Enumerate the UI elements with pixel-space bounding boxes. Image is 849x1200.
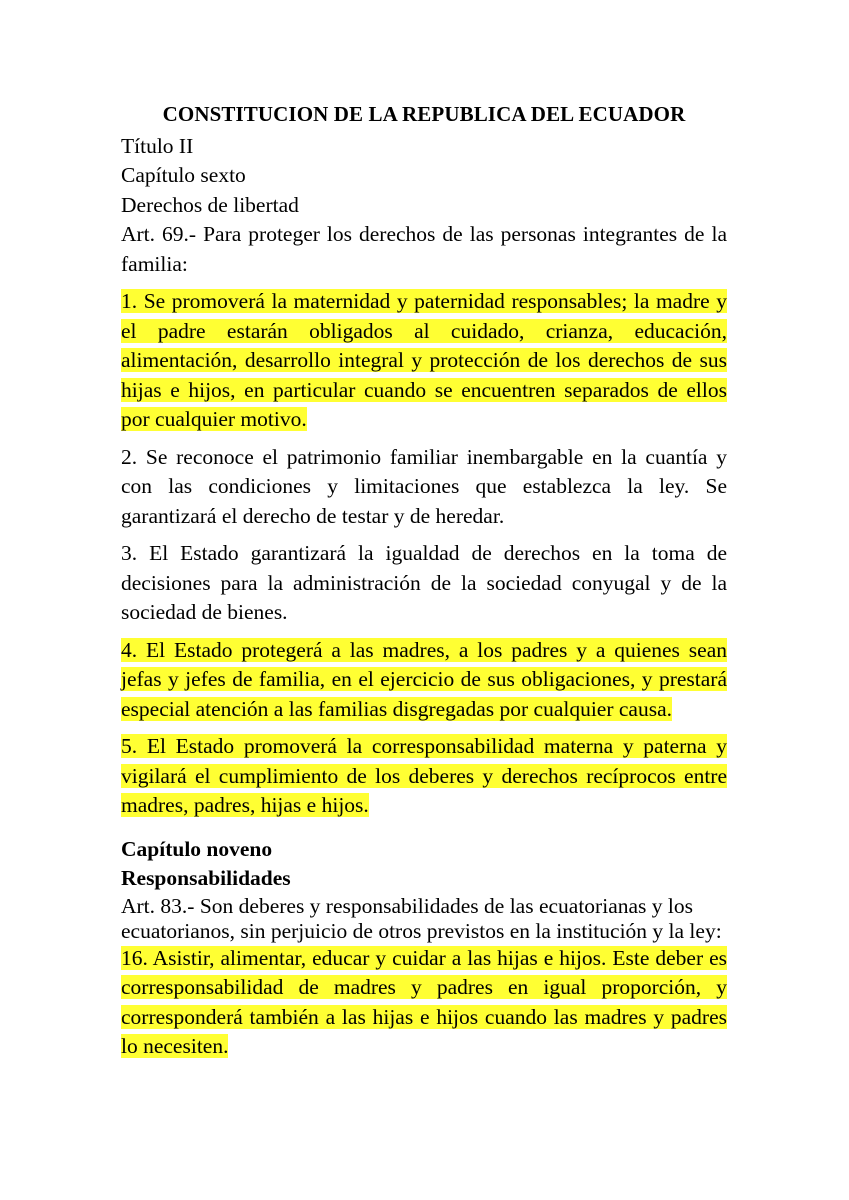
capitulo-noveno-heading: Capítulo noveno xyxy=(121,836,273,861)
art69-item-5 xyxy=(121,732,727,821)
art83-item-16 xyxy=(121,944,727,1062)
document-page xyxy=(121,100,727,1062)
art69-item-4 xyxy=(121,636,727,725)
highlighted-text: 4. El Estado protegerá a las madres, a los padres y a quienes sean jefas y jefes de familia, en el ejercicio de sus obligaciones, y prestará especial atención a las familias disgregadas por cualquier causa. xyxy=(121,637,727,721)
responsabilidades-heading: Responsabilidades xyxy=(121,866,291,890)
highlighted-text: 1. Se promoverá la maternidad y paternidad responsables; la madre y el padre estarán obligados al cuidado, crianza, educación, alimentación, desarrollo integral y protección de los derechos de sus hijas e hijos, en particular cuando se encuentren separados de ellos por cualquier motivo. xyxy=(121,289,727,431)
art69-item-2: 2. Se reconoce el patrimonio familiar inembargable en la cuantía y con las condiciones y limitaciones que establezca la ley. Se garantizará el derecho de testar y de heredar. xyxy=(121,444,727,528)
art69-item-3: 3. El Estado garantizará la igualdad de derechos en la toma de decisiones para la administración de la sociedad conyugal y de la sociedad de bienes. xyxy=(121,541,727,624)
highlighted-text: 5. El Estado promoverá la corresponsabilidad materna y paterna y vigilará el cumplimiento de los deberes y derechos recíprocos entre madres, padres, hijas e hijos. xyxy=(121,734,727,817)
titulo-heading: Título II xyxy=(121,133,194,158)
highlighted-text: 16. Asistir, alimentar, educar y cuidar a las hijas e hijos. Este deber es corresponsabilidad de madres y padres en igual proporción, y corresponderá también a las hijas e hijos cuando las madres y padres lo necesiten. xyxy=(121,945,727,1058)
capitulo-heading: Capítulo sexto xyxy=(121,163,246,187)
document-title: CONSTITUCION DE LA REPUBLICA DEL ECUADOR xyxy=(162,102,686,126)
art83-intro: Art. 83.- Son deberes y responsabilidades de las ecuatorianas y los ecuatorianos, sin perjuicio de otros previstos en la institución y la ley: xyxy=(121,893,722,943)
seccion-heading: Derechos de libertad xyxy=(121,192,299,217)
art69-item-1 xyxy=(121,287,727,435)
art69-intro: Art. 69.- Para proteger los derechos de las personas integrantes de la familia: xyxy=(121,222,727,276)
